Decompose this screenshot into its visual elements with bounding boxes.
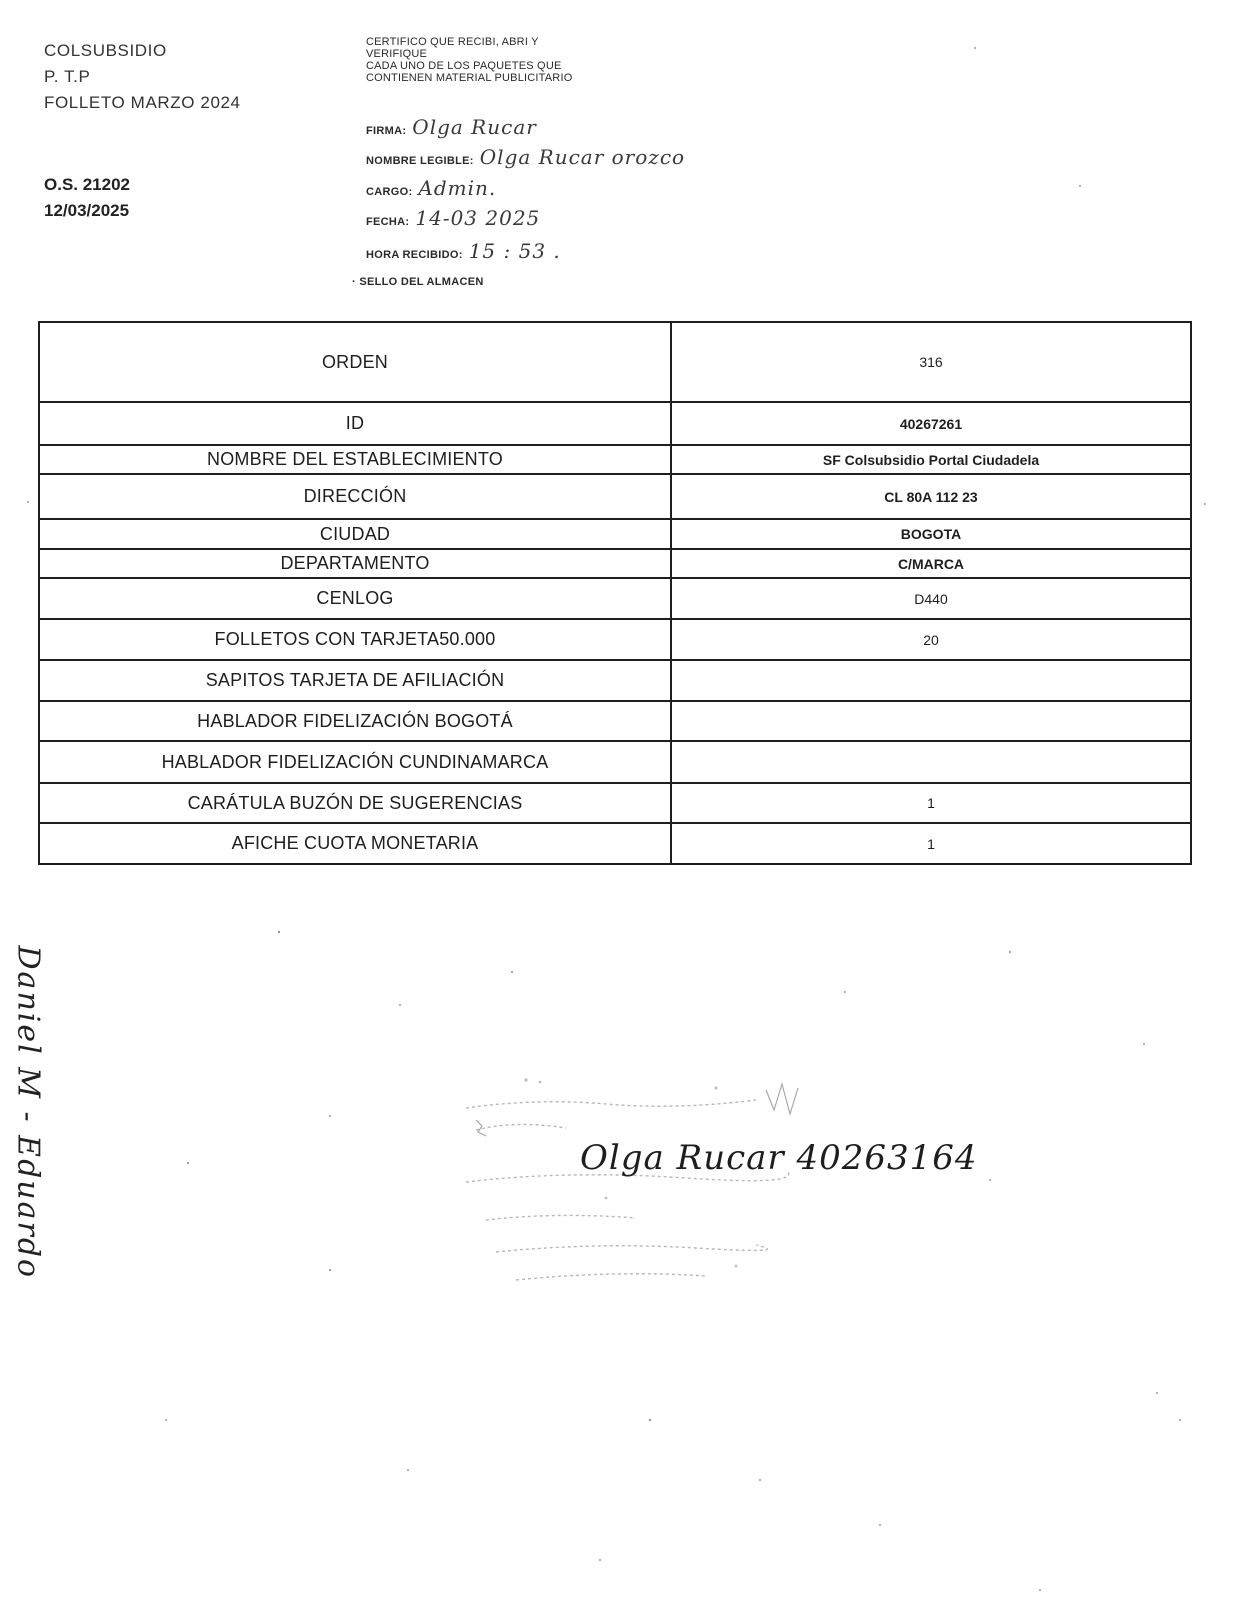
row-label: NOMBRE DEL ESTABLECIMIENTO [39, 445, 671, 474]
table-row [39, 549, 1191, 578]
table-row [39, 578, 1191, 619]
row-value [671, 660, 1191, 701]
nombre-legible-label: NOMBRE LEGIBLE: [366, 155, 474, 167]
cargo-handwriting: Admin. [418, 176, 497, 200]
order-service-date: 12/03/2025 [44, 201, 130, 220]
cert-line: VERIFIQUE [366, 48, 428, 60]
firma-field [366, 115, 537, 139]
header-subtitle: P. T.P [44, 67, 91, 86]
cert-line: CERTIFICO QUE RECIBI, ABRI Y [366, 36, 539, 48]
row-value: C/MARCA [671, 549, 1191, 578]
row-value: SF Colsubsidio Portal Ciudadela [671, 445, 1191, 474]
row-label: DIRECCIÓN [39, 474, 671, 519]
cert-line: CADA UNO DE LOS PAQUETES QUE [366, 60, 562, 72]
hora-recibido-label: HORA RECIBIDO: [366, 249, 463, 261]
nombre-legible-field [366, 145, 685, 169]
cargo-label: CARGO: [366, 186, 413, 198]
row-value: 316 [671, 322, 1191, 402]
table-row [39, 823, 1191, 864]
row-value: 20 [671, 619, 1191, 660]
fecha-label: FECHA: [366, 216, 410, 228]
table-row [39, 322, 1191, 402]
header-company-block [44, 38, 241, 116]
hora-recibido-field [366, 239, 561, 263]
order-service-number: O.S. 21202 [44, 175, 131, 194]
nombre-legible-handwriting: Olga Rucar orozco [479, 145, 686, 169]
table-row [39, 445, 1191, 474]
row-label: CENLOG [39, 578, 671, 619]
fecha-handwriting: 14-03 2025 [415, 206, 541, 230]
stamp-signature-handwriting: Olga Rucar 40263164 [580, 1138, 978, 1178]
firma-handwriting: Olga Rucar [412, 115, 537, 139]
row-label: AFICHE CUOTA MONETARIA [39, 823, 671, 864]
table-row [39, 783, 1191, 823]
delivery-table [38, 321, 1192, 865]
table-row [39, 519, 1191, 549]
table-row [39, 402, 1191, 445]
fecha-field [366, 206, 540, 230]
document-title: FOLLETO MARZO 2024 [44, 93, 241, 112]
row-label: FOLLETOS CON TARJETA50.000 [39, 619, 671, 660]
hora-recibido-handwriting: 15 : 53 . [468, 239, 561, 263]
cargo-field [366, 176, 496, 200]
row-label: CIUDAD [39, 519, 671, 549]
row-label: CARÁTULA BUZÓN DE SUGERENCIAS [39, 783, 671, 823]
certification-text [366, 36, 572, 84]
row-label: HABLADOR FIDELIZACIÓN CUNDINAMARCA [39, 741, 671, 783]
row-value: 1 [671, 823, 1191, 864]
row-label: SAPITOS TARJETA DE AFILIACIÓN [39, 660, 671, 701]
table-row [39, 741, 1191, 783]
row-label: ORDEN [39, 322, 671, 402]
row-value [671, 741, 1191, 783]
store-stamp-icon [456, 1070, 896, 1310]
row-value: 40267261 [671, 402, 1191, 445]
row-label: DEPARTAMENTO [39, 549, 671, 578]
row-label: ID [39, 402, 671, 445]
table-row [39, 474, 1191, 519]
row-value: 1 [671, 783, 1191, 823]
row-value: CL 80A 112 23 [671, 474, 1191, 519]
row-label: HABLADOR FIDELIZACIÓN BOGOTÁ [39, 701, 671, 741]
cert-line: CONTIENEN MATERIAL PUBLICITARIO [366, 72, 573, 84]
row-value: D440 [671, 578, 1191, 619]
firma-label: FIRMA: [366, 125, 407, 137]
row-value [671, 701, 1191, 741]
vertical-handwritten-note: Daniel M - Eduardo [10, 945, 46, 1280]
table-row [39, 660, 1191, 701]
sello-almacen-field [352, 276, 484, 288]
company-name: COLSUBSIDIO [44, 41, 167, 60]
table-row [39, 701, 1191, 741]
table-row [39, 619, 1191, 660]
row-value: BOGOTA [671, 519, 1191, 549]
sello-almacen-label: · SELLO DEL ALMACEN [352, 276, 484, 288]
order-service-block [44, 172, 130, 224]
